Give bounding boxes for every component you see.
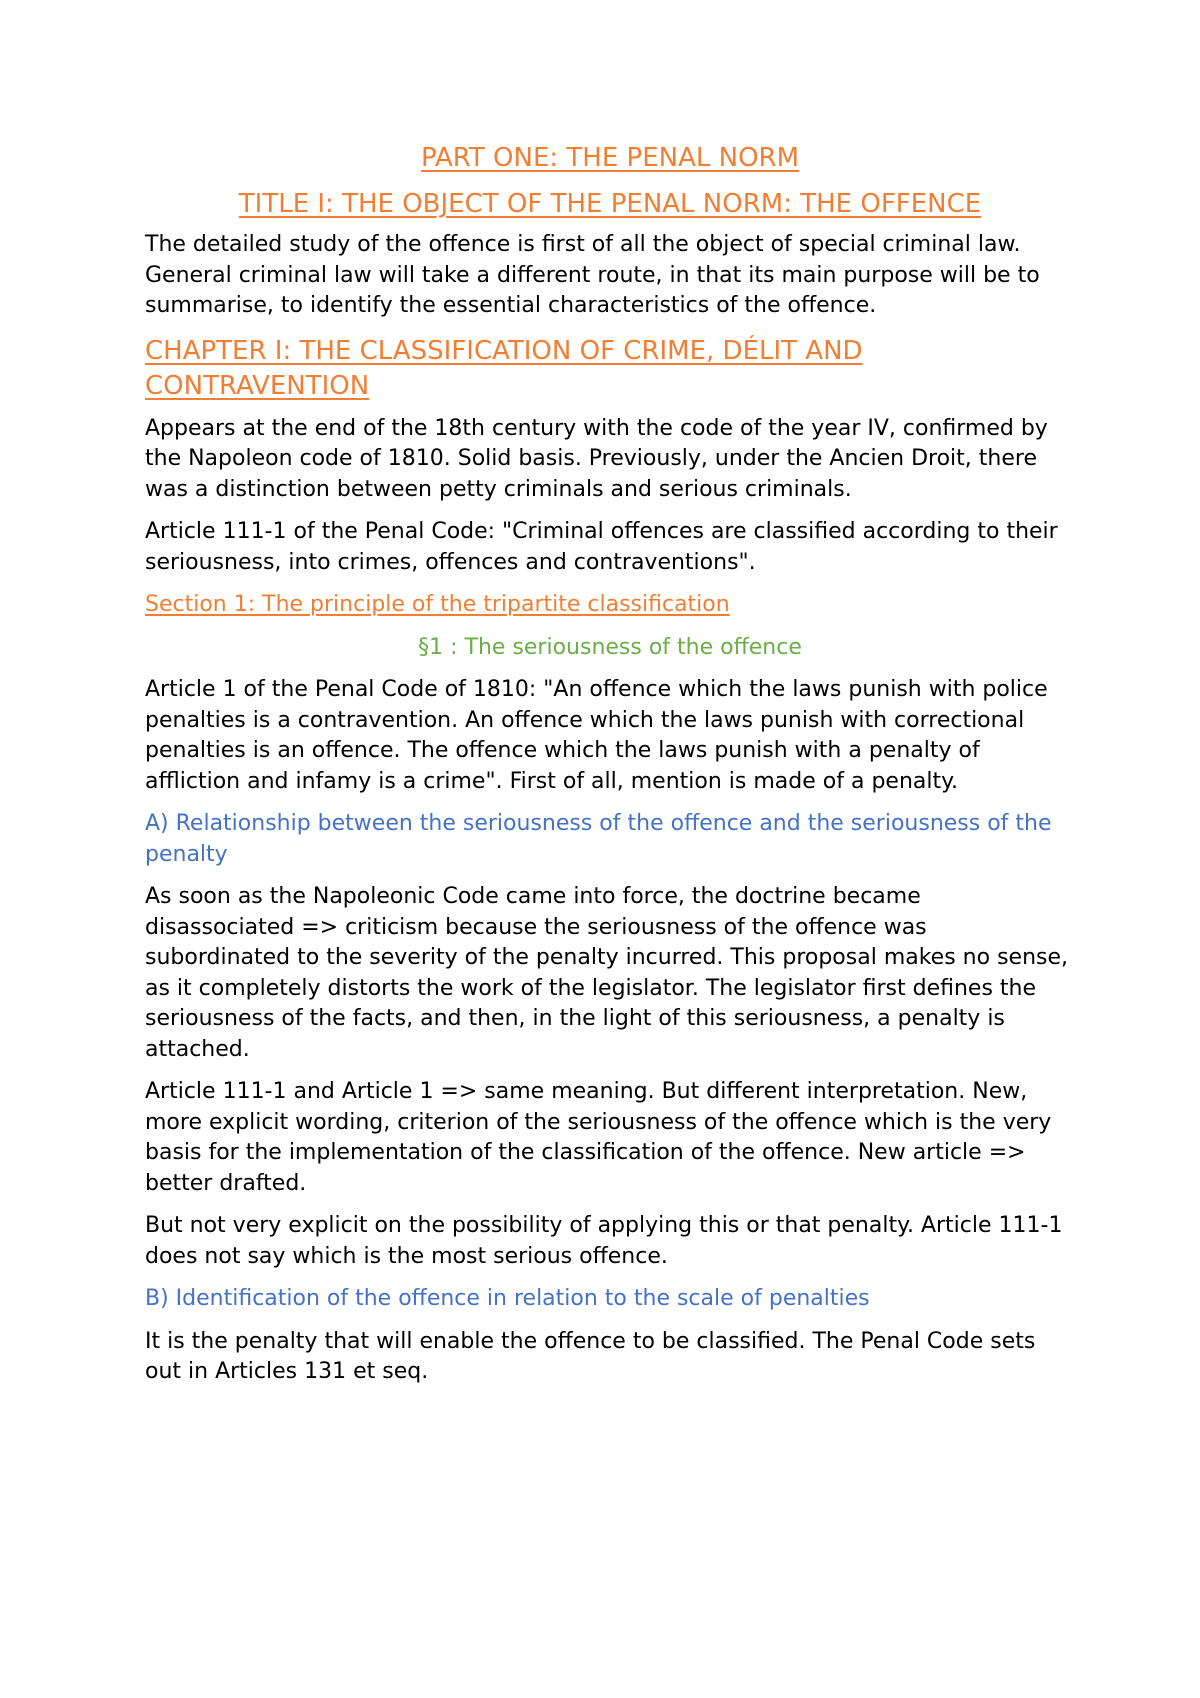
intro-paragraph: The detailed study of the offence is first of all the object of special criminal law. General criminal law will take a different route, in that its main purpose will be to summarise, to identify the essential characteristics of the offence.	[145, 232, 1040, 318]
chapter-paragraph: Appears at the end of the 18th century with the code of the year IV, confirmed by the Napoleon code of 1810. Solid basis. Previously, under the Ancien Droit, there was a distinction between petty criminals and serious criminals.	[145, 415, 1048, 502]
chapter-title: CHAPTER I: THE CLASSIFICATION OF CRIME, DÉLIT AND CONTRAVENTION	[145, 335, 863, 401]
paragraph-one: Article 1 of the Penal Code of 1810: "An offence which the laws punish with police penalties is a contravention. An offence which the laws punish with correctional penalties is an offence. The offence which the laws punish with a penalty of affliction and infamy is a crime". First of all, mention is made of a penalty.	[145, 677, 1048, 794]
subsection-a-paragraph: But not very explicit on the possibility of applying this or that penalty. Article 111-1 does not say which is the most serious offence.	[145, 1213, 1063, 1269]
part-title: PART ONE: THE PENAL NORM	[420, 143, 800, 173]
subsection-a-title: A) Relationship between the seriousness of the offence and the seriousness of the penalty	[145, 811, 1052, 867]
document-page	[145, 140, 1075, 1400]
chapter-paragraph: Article 111-1 of the Penal Code: "Criminal offences are classified according to their seriousness, into crimes, offences and contraventions".	[145, 519, 1058, 575]
section-title: Section 1: The principle of the tripartite classification	[145, 592, 730, 617]
paragraph-title: §1 : The seriousness of the offence	[418, 634, 802, 660]
subsection-b-title: B) Identification of the offence in relation to the scale of penalties	[145, 1286, 870, 1311]
subsection-a-paragraph: As soon as the Napoleonic Code came into force, the doctrine became disassociated => criticism because the seriousness of the offence was subordinated to the severity of the penalty incurred. This proposal makes no sense, as it completely distorts the work of the legislator. The legislator first defines the seriousness of the facts, and then, in the light of this seriousness, a penalty is attached.	[145, 884, 1069, 1062]
subsection-a-paragraph: Article 111-1 and Article 1 => same meaning. But different interpretation. New, more explicit wording, criterion of the seriousness of the offence which is the very basis for the implementation of the classification of the offence. New article => better drafted.	[145, 1079, 1052, 1196]
title-heading: TITLE I: THE OBJECT OF THE PENAL NORM: THE OFFENCE	[238, 189, 982, 219]
subsection-b-paragraph: It is the penalty that will enable the offence to be classified. The Penal Code sets out in Articles 131 et seq.	[145, 1328, 1036, 1384]
